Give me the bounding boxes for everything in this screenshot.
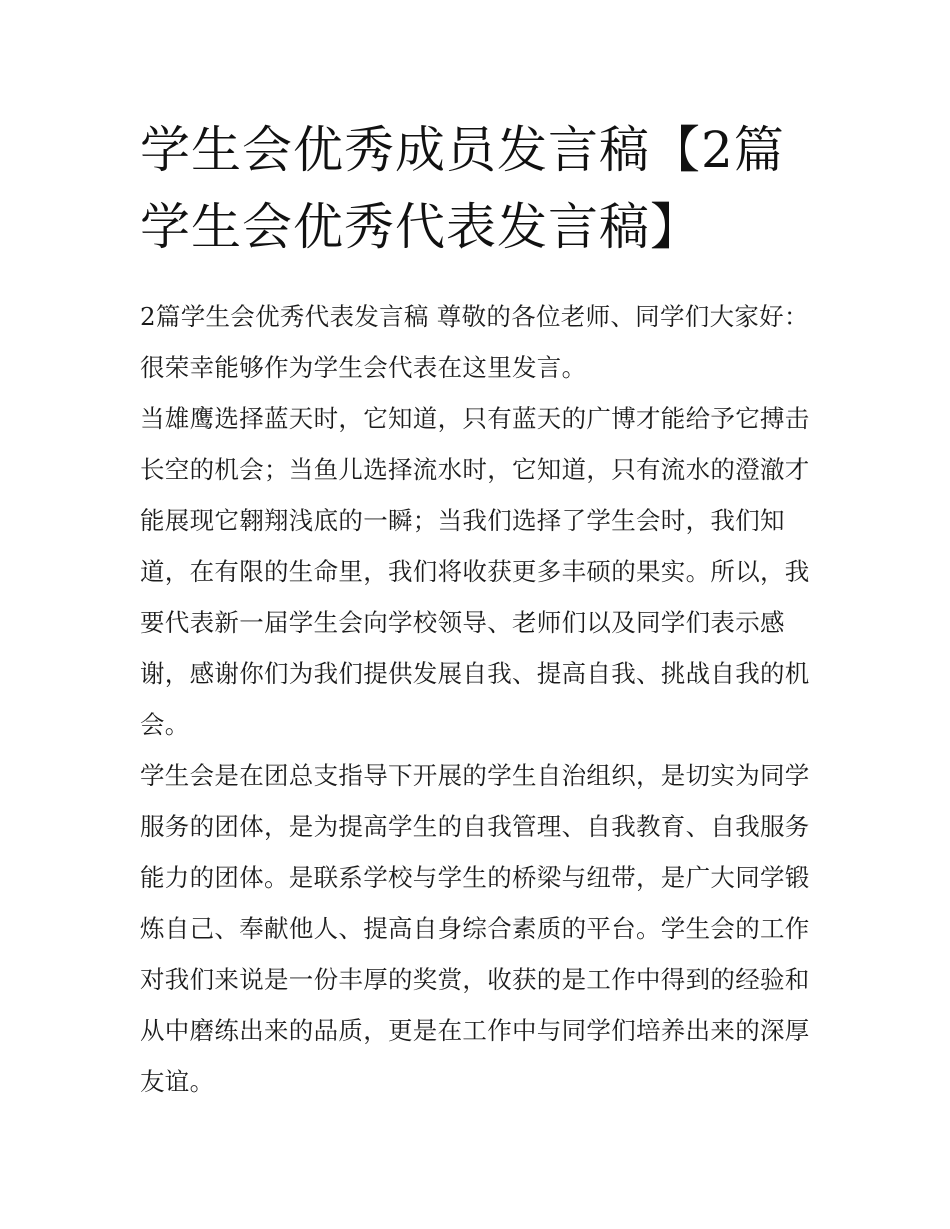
text-line: 要代表新一届学生会向学校领导、老师们以及同学们表示感 (140, 608, 785, 637)
text-line: 能展现它翱翔浅底的一瞬；当我们选择了学生会时，我们知 (140, 506, 785, 535)
paragraph (140, 393, 820, 750)
document-content (140, 112, 820, 1107)
paragraph (140, 750, 820, 1107)
title-line: 学生会优秀代表发言稿】 (140, 198, 701, 256)
text-line: 很荣幸能够作为学生会代表在这里发言。 (140, 353, 587, 382)
text-line: 学生会是在团总支指导下开展的学生自治组织，是切实为同学 (140, 761, 810, 790)
text-line: 服务的团体，是为提高学生的自我管理、自我教育、自我服务 (140, 812, 810, 841)
text-line: 能力的团体。是联系学校与学生的桥梁与纽带，是广大同学锻 (140, 863, 810, 892)
text-line: 友谊。 (140, 1067, 215, 1096)
text-line: 当雄鹰选择蓝天时，它知道，只有蓝天的广博才能给予它搏击 (140, 404, 810, 433)
text-line: 会。 (140, 710, 190, 739)
text-line: 谢，感谢你们为我们提供发展自我、提高自我、挑战自我的机 (140, 659, 810, 688)
text-line: 炼自己、奉献他人、提高自身综合素质的平台。学生会的工作 (140, 914, 810, 943)
text-line: 对我们来说是一份丰厚的奖赏，收获的是工作中得到的经验和 (140, 965, 810, 994)
text-line: 2篇学生会优秀代表发言稿 尊敬的各位老师、同学们大家好： (140, 302, 809, 331)
title-line: 学生会优秀成员发言稿【2篇 (140, 121, 785, 179)
paragraph (140, 291, 820, 393)
document-title (140, 112, 820, 266)
document-body (140, 291, 820, 1107)
text-line: 长空的机会；当鱼儿选择流水时，它知道，只有流水的澄澈才 (140, 455, 810, 484)
text-line: 从中磨练出来的品质，更是在工作中与同学们培养出来的深厚 (140, 1016, 810, 1045)
text-line: 道，在有限的生命里，我们将收获更多丰硕的果实。所以，我 (140, 557, 810, 586)
